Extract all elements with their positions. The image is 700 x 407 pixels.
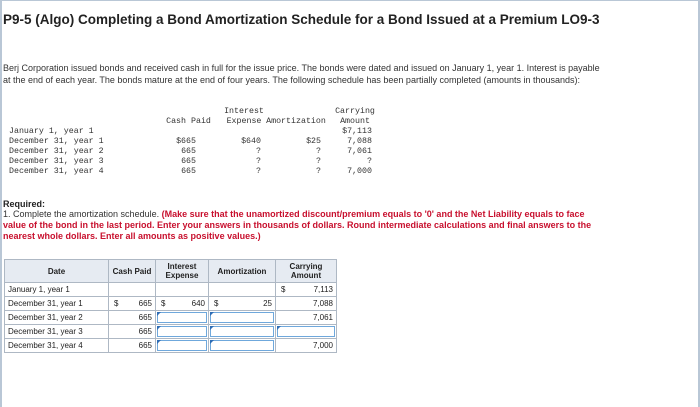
row-interest-cell	[156, 297, 209, 311]
frame-top-border	[0, 0, 700, 1]
given-schedule	[9, 107, 389, 187]
required-label: Required:	[3, 199, 46, 209]
row-carrying: 7,088	[312, 299, 333, 308]
given-header-amount: Amount	[340, 117, 370, 126]
problem-intro	[3, 62, 603, 86]
given-interest: ?	[256, 147, 261, 156]
row-cash: 665	[138, 341, 152, 350]
table-row	[5, 311, 337, 325]
row-amort: 25	[263, 299, 272, 308]
given-interest: ?	[256, 157, 261, 166]
header-interest-expense: Interest Expense	[156, 260, 209, 283]
amortization-input-year-4[interactable]	[209, 339, 276, 353]
given-cash: $665	[176, 137, 196, 146]
input-box[interactable]	[210, 326, 274, 337]
row-carrying-cell	[276, 339, 337, 353]
interest-expense-input-year-3[interactable]	[156, 325, 209, 339]
row-carrying: 7,000	[312, 341, 333, 350]
input-marker-icon	[157, 326, 161, 330]
given-row	[9, 157, 389, 167]
given-carrying: 7,000	[347, 167, 372, 176]
input-marker-icon	[210, 340, 214, 344]
input-box[interactable]	[277, 326, 335, 337]
given-amort: ?	[316, 167, 321, 176]
row-date: December 31, year 4	[5, 339, 109, 353]
input-marker-icon	[157, 312, 161, 316]
interest-expense-input-year-2[interactable]	[156, 311, 209, 325]
given-amort: ?	[316, 157, 321, 166]
row-date: December 31, year 3	[5, 325, 109, 339]
row-date: December 31, year 1	[5, 297, 109, 311]
given-carrying: 7,088	[347, 137, 372, 146]
row-carrying-cell	[276, 283, 337, 297]
input-box[interactable]	[210, 312, 274, 323]
row-cash-cell	[109, 325, 156, 339]
given-interest: ?	[256, 167, 261, 176]
row-carrying: 7,113	[313, 285, 333, 294]
amortization-input-year-3[interactable]	[209, 325, 276, 339]
input-box[interactable]	[157, 312, 207, 323]
given-date: December 31, year 3	[9, 157, 104, 166]
given-row	[9, 147, 389, 157]
given-amort: $25	[306, 137, 321, 146]
row-cash: 665	[138, 327, 152, 336]
currency-sign: $	[214, 299, 219, 308]
given-row	[9, 167, 389, 177]
row-date: January 1, year 1	[5, 283, 109, 297]
header-carrying-amount: Carrying Amount	[276, 260, 337, 283]
row-cash-cell	[109, 311, 156, 325]
given-cash: 665	[181, 157, 196, 166]
frame-left-border	[0, 0, 2, 407]
instructions	[3, 209, 603, 242]
table-row	[5, 283, 337, 297]
row-cash: 665	[138, 299, 152, 308]
given-header-amortization: Amortization	[266, 117, 326, 126]
header-amortization: Amortization	[209, 260, 276, 283]
table-row	[5, 339, 337, 353]
currency-sign: $	[281, 285, 286, 294]
intro-text: Berj Corporation issued bonds and received cash in full for the issue price. The bonds were dated and issued on January 1, year 1. Interest is payable at the end of each year. The bonds mature at the end of four years. The following schedule has been partially completed (amounts in thousands):	[3, 63, 600, 85]
instruction-plain: 1. Complete the amortization schedule.	[3, 209, 160, 219]
currency-sign: $	[114, 299, 119, 308]
instruction-red: (Make sure that the unamortized discount/premium equals to '0' and the Net Liability equals to face value of the bond in the last period. Enter your answers in thousands of dollars. Round intermediate calculations and final answers to the nearest whole dollars. Enter all amounts as positive values.)	[3, 209, 592, 241]
given-header-row-2	[9, 117, 389, 127]
carrying-amount-input-year-3[interactable]	[276, 325, 337, 339]
given-carrying: $7,113	[342, 127, 372, 136]
row-cash-cell	[109, 339, 156, 353]
header-date: Date	[5, 260, 109, 283]
given-interest: $640	[241, 137, 261, 146]
given-carrying: 7,061	[347, 147, 372, 156]
amortization-input-year-2[interactable]	[209, 311, 276, 325]
input-marker-icon	[277, 326, 281, 330]
table-row	[5, 297, 337, 311]
input-marker-icon	[210, 312, 214, 316]
given-date: January 1, year 1	[9, 127, 94, 136]
problem-title: P9-5 (Algo) Completing a Bond Amortization Schedule for a Bond Issued at a Premium LO9-3	[3, 12, 600, 27]
given-row	[9, 127, 389, 137]
row-interest-cell	[156, 283, 209, 297]
given-header-row-1	[9, 107, 389, 117]
row-cash-cell	[109, 297, 156, 311]
input-box[interactable]	[157, 326, 207, 337]
given-date: December 31, year 1	[9, 137, 104, 146]
amortization-schedule-table	[4, 259, 337, 353]
given-carrying: ?	[367, 157, 372, 166]
given-header-carrying: Carrying	[335, 107, 375, 116]
row-carrying: 7,061	[312, 313, 333, 322]
input-box[interactable]	[210, 340, 274, 351]
input-marker-icon	[157, 340, 161, 344]
given-cash: 665	[181, 147, 196, 156]
row-carrying-cell	[276, 297, 337, 311]
given-header-interest: Interest	[224, 107, 264, 116]
table-row	[5, 325, 337, 339]
input-box[interactable]	[157, 340, 207, 351]
given-header-expense: Expense	[226, 117, 262, 126]
interest-expense-input-year-4[interactable]	[156, 339, 209, 353]
row-amort-cell	[209, 297, 276, 311]
row-cash-cell	[109, 283, 156, 297]
given-cash: 665	[181, 167, 196, 176]
row-carrying-cell	[276, 311, 337, 325]
input-marker-icon	[210, 326, 214, 330]
row-cash: 665	[138, 313, 152, 322]
row-amort-cell	[209, 283, 276, 297]
given-row	[9, 137, 389, 147]
row-interest: 640	[191, 299, 205, 308]
given-amort: ?	[316, 147, 321, 156]
table-header-row	[5, 260, 337, 283]
header-cash-paid: Cash Paid	[109, 260, 156, 283]
given-date: December 31, year 2	[9, 147, 104, 156]
given-date: December 31, year 4	[9, 167, 104, 176]
row-date: December 31, year 2	[5, 311, 109, 325]
currency-sign: $	[161, 299, 166, 308]
given-header-cash-paid: Cash Paid	[166, 117, 211, 126]
